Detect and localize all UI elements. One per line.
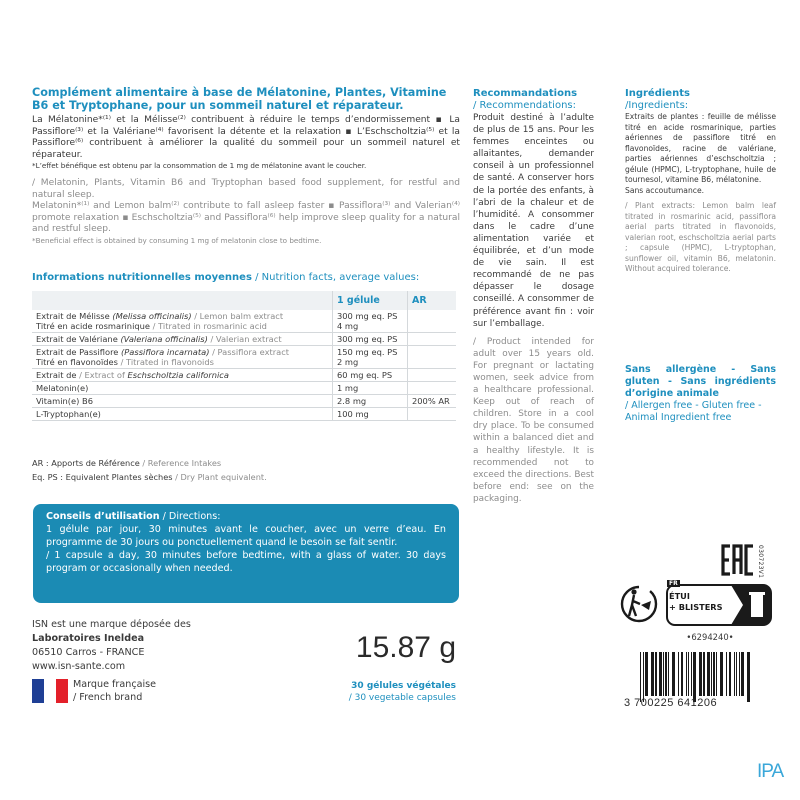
recommendations-title: Recommandations <box>473 88 578 99</box>
barcode-bar <box>726 652 727 696</box>
barcode-bar <box>707 652 710 696</box>
cell-dose <box>333 346 408 369</box>
barcode-bar <box>703 652 705 696</box>
row-latin: (Valeriana officinalis) <box>120 334 208 344</box>
barcode-bar <box>655 652 657 696</box>
row-dose: 1 mg <box>337 383 359 393</box>
company-name: Laboratoires Ineldea <box>32 633 145 644</box>
row-dose: 300 mg eq. PS <box>337 334 398 344</box>
flag-stripe-red <box>56 679 68 703</box>
nutrition-row <box>32 310 456 333</box>
row-fr: Extrait de Passiflore <box>36 347 122 357</box>
eac-code: 030723V1 <box>757 545 764 579</box>
directions-title-en: / Directions: <box>159 511 221 522</box>
nutrition-title-en: / Nutrition facts, average values: <box>251 272 420 283</box>
barcode-bar <box>713 652 715 696</box>
sort-line-1: ÉTUI <box>669 591 690 601</box>
row-fr-sub: Titré en acide rosmarinique <box>36 321 151 331</box>
cell-ingredient <box>32 408 333 421</box>
cell-ingredient <box>32 369 333 382</box>
cell-ar <box>408 382 457 395</box>
directions-title-fr: Conseils d’utilisation <box>46 511 160 522</box>
intro-english-body: Melatonin*⁽¹⁾ and Lemon balm⁽²⁾ contribute to fall asleep faster ▪ Passiflora⁽³⁾ and Valerian⁽⁴⁾ promote relaxation ▪ Eschscholtzia⁽⁵⁾ and Passiflora⁽⁶⁾ help improve sleep quality for a natural and restful sleep. <box>32 201 460 235</box>
barcode-bar <box>691 652 692 696</box>
nutrition-table <box>32 291 456 421</box>
capsule-count <box>280 680 456 704</box>
barcode-bar <box>651 652 654 696</box>
nutrition-header-row <box>32 291 456 310</box>
row-fr: Extrait de Valériane <box>36 334 121 344</box>
cell-ingredient <box>32 395 333 408</box>
cell-ingredient <box>32 310 333 333</box>
nutrition-legend <box>32 457 462 484</box>
brand-en: / French brand <box>73 692 143 703</box>
barcode-bar <box>645 652 648 696</box>
allergen-en: / Allergen free - Gluten free - Animal Ingredient free <box>625 400 762 423</box>
recommendations-subtitle: / Recommendations: <box>473 100 576 111</box>
row-en: / Extract of <box>76 370 128 380</box>
directions-text <box>46 510 446 575</box>
sort-label <box>669 591 723 613</box>
intro-french-text <box>32 115 460 171</box>
company-address: 06510 Carros - FRANCE <box>32 647 145 658</box>
barcode-bar <box>736 652 737 696</box>
cell-ar <box>408 333 457 346</box>
cell-ar <box>408 369 457 382</box>
legend-ps-fr: Eq. PS : Equivalent Plantes sèches <box>32 471 173 482</box>
ingredients-no-habituation: Sans accoutumance. <box>625 185 705 195</box>
barcode-bar <box>720 652 723 696</box>
barcode-bar <box>699 652 702 696</box>
barcode-bar <box>693 652 696 702</box>
barcode-bar <box>741 652 744 696</box>
row-fr: L-Tryptophan(e) <box>36 409 101 419</box>
cell-ingredient <box>32 346 333 369</box>
intro-french-body: La Mélatonine*⁽¹⁾ et la Mélisse⁽²⁾ contribuent à réduire le temps d’endormissement ▪ La Passiflore⁽³⁾ et la Valériane⁽⁴⁾ favorisent la détente et la relaxation ▪ L’Eschscholtzia⁽⁵⁾ et la Passiflore⁽⁶⁾ contribuent à améliorer la qualité du sommeil pour un sommeil naturel et réparateur. <box>32 115 460 160</box>
flag-stripe-blue <box>32 679 44 703</box>
row-dose: 60 mg eq. PS <box>337 370 393 380</box>
cell-ar <box>408 310 457 333</box>
ingredients-fr: Extraits de plantes : feuille de mélisse titré en acide rosmarinique, parties aériennes de passiflore titré en flavonoïdes, racine de valériane, parties aériennes d’eschscholtzia ; gélule (HPMC), L-tryptophane, huile de tournesol, vitamine B6, mélatonine. <box>625 112 776 184</box>
ingredients-en: / Plant extracts: Lemon balm leaf titrated in rosmarinic acid, passiflora aerial parts titrated in flavonoids, valerian root, eschscholtzia aerial parts ; capsule (HPMC), L-tryptophan, sunflower oil, vitamin B6, melatonin. Without acquired tolerance. <box>625 201 776 273</box>
cell-dose <box>333 382 408 395</box>
barcode-bar <box>686 652 687 696</box>
header-ingredient <box>32 291 333 310</box>
cell-ingredient <box>32 382 333 395</box>
capsule-count-fr: 30 gélules végétales <box>351 681 456 691</box>
nutrition-row <box>32 382 456 395</box>
barcode-bar <box>729 652 731 696</box>
cell-dose <box>333 408 408 421</box>
row-en: / Valerian extract <box>207 334 282 344</box>
cell-ar: 200% AR <box>408 395 457 408</box>
row-en-sub: / Titrated in flavonoids <box>117 357 214 367</box>
nutrition-row <box>32 369 456 382</box>
ipa-watermark-logo: IPA <box>757 761 784 782</box>
row-dose: 150 mg eq. PS <box>337 347 398 357</box>
nutrition-title-fr: Informations nutritionnelles moyennes <box>32 272 252 283</box>
cell-ar <box>408 408 457 421</box>
barcode-bar <box>672 652 675 696</box>
row-fr: Extrait de <box>36 370 77 380</box>
flag-stripe-white <box>44 679 56 703</box>
ingredients-section <box>625 88 776 275</box>
barcode-bar <box>734 652 735 696</box>
french-brand-label <box>73 678 156 704</box>
net-weight: 15.87 g <box>355 631 456 664</box>
intro-french-note: *L’effet bénéfique est obtenu par la consommation de 1 mg de mélatonine avant le coucher. <box>32 161 367 170</box>
row-dose: 100 mg <box>337 409 369 419</box>
brand-fr: Marque française <box>73 679 157 690</box>
ingredients-title: Ingrédients <box>625 88 690 99</box>
recommendations-en: / Product intended for adult over 15 years old. For pregnant or lactating women, seek advice from a healthcare professional. Keep out of reach of children. Store in a cool dry place. To be consumed within a balanced diet and a healthy lifestyle. It is recommended not to exceed the directions. Best before end: see on the packaging. <box>473 336 594 504</box>
intro-english-title: / Melatonin, Plants, Vitamin B6 and Tryptophan based food supplement, for restful and natural sleep. <box>32 178 460 200</box>
row-en: / Lemon balm extract <box>191 311 284 321</box>
row-en-sub: / Titrated in rosmarinic acid <box>150 321 267 331</box>
company-website: www.isn-sante.com <box>32 661 126 672</box>
barcode-bar <box>663 652 664 696</box>
legend-ar-fr: AR : Apports de Référence <box>32 458 140 468</box>
nutrition-row <box>32 408 456 421</box>
sort-country-tag: FR <box>669 580 678 587</box>
row-latin: (Passiflora incarnata) <box>121 347 210 357</box>
nutrition-title <box>32 272 472 284</box>
row-dose: 2.8 mg <box>337 396 367 406</box>
row-fr: Vitamin(e) B6 <box>36 396 93 406</box>
directions-en: / 1 capsule a day, 30 minutes before bedtime, with a glass of water. 30 days program or occasionally when needed. <box>46 550 446 574</box>
cell-dose <box>333 333 408 346</box>
row-en: / Passiflora extract <box>209 347 290 357</box>
row-dose: 300 mg eq. PS <box>337 311 398 321</box>
intro-english-note: *Beneficial effect is obtained by consuming 1 mg of melatonin close to bedtime. <box>32 235 322 245</box>
product-headline: Complément alimentaire à base de Mélatonine, Plantes, Vitamine B6 et Tryptophane, pour un sommeil naturel et réparateur. <box>32 86 447 112</box>
row-fr: Melatonin(e) <box>36 383 89 393</box>
sort-line-2: + BLISTERS <box>669 602 723 612</box>
row-fr-sub: Titré en flavonoïdes <box>36 357 118 367</box>
barcode-bar <box>747 652 750 702</box>
legend-ar-en: / Reference Intakes <box>139 458 222 468</box>
cell-dose <box>333 395 408 408</box>
barcode-bar <box>640 652 641 702</box>
cell-dose <box>333 369 408 382</box>
recommendations-section <box>473 88 594 505</box>
legend-ps-en: / Dry Plant equivalent. <box>172 471 267 482</box>
cell-ingredient <box>32 333 333 346</box>
barcode-bar <box>659 652 662 696</box>
barcode-bar <box>678 652 679 696</box>
barcode-bar <box>739 652 740 696</box>
cell-ar <box>408 346 457 369</box>
row-fr: Extrait de Mélisse <box>36 311 113 321</box>
ingredients-subtitle: /Ingredients: <box>625 100 689 111</box>
nutrition-row <box>32 346 456 369</box>
capsule-count-en: / 30 vegetable capsules <box>348 693 456 703</box>
barcode-bar <box>711 652 712 696</box>
barcode-bar <box>716 652 717 696</box>
nutrition-row <box>32 333 456 346</box>
company-line-1: ISN est une marque déposée des <box>32 619 191 630</box>
header-per-capsule: 1 gélule <box>333 291 408 310</box>
french-flag-icon <box>32 679 68 703</box>
allergen-info <box>625 364 776 424</box>
intro-english-text <box>32 178 460 246</box>
recommendations-fr: Produit destiné à l’adulte de plus de 15 ans. Pour les femmes enceintes ou allaitantes, demander conseil à un professionnel de santé. A conserver hors de la portée des enfants, à l’abri de la chaleur et de l’humidité. A consommer dans le cadre d’une alimentation variée et équilibrée, et d’un mode de vie sain. Il est recommandé de ne pas dépasser le dosage conseillé. A consommer de préférence avant fin : voir sur l’emballage. <box>473 113 594 329</box>
row-latin: Eschscholtzia californica <box>127 370 229 380</box>
triman-recycling-icon <box>619 583 659 625</box>
allergen-fr: Sans allergène - Sans gluten - Sans ingrédients d’origine animale <box>625 364 776 399</box>
row-latin: (Melissa officinalis) <box>112 311 192 321</box>
barcode-bar <box>665 652 667 696</box>
barcode-bar <box>681 652 683 696</box>
directions-fr: 1 gélule par jour, 30 minutes avant le coucher, avec un verre d’eau. En programme de 30 jours ou ponctuellement quand le besoin se fait sentir. <box>46 524 446 548</box>
cell-dose <box>333 310 408 333</box>
row-dose-sub: 2 mg <box>337 357 359 367</box>
header-ar: AR <box>408 291 457 310</box>
nutrition-row <box>32 395 456 408</box>
ean-number: 3 700225 641206 <box>624 697 718 709</box>
barcode-bar <box>688 652 689 696</box>
row-dose-sub: 4 mg <box>337 321 359 331</box>
cip-code: •6294240• <box>686 632 734 642</box>
barcode-bar <box>668 652 669 696</box>
barcode-bar <box>643 652 644 702</box>
company-info <box>32 618 232 674</box>
eac-mark-icon <box>721 543 755 577</box>
